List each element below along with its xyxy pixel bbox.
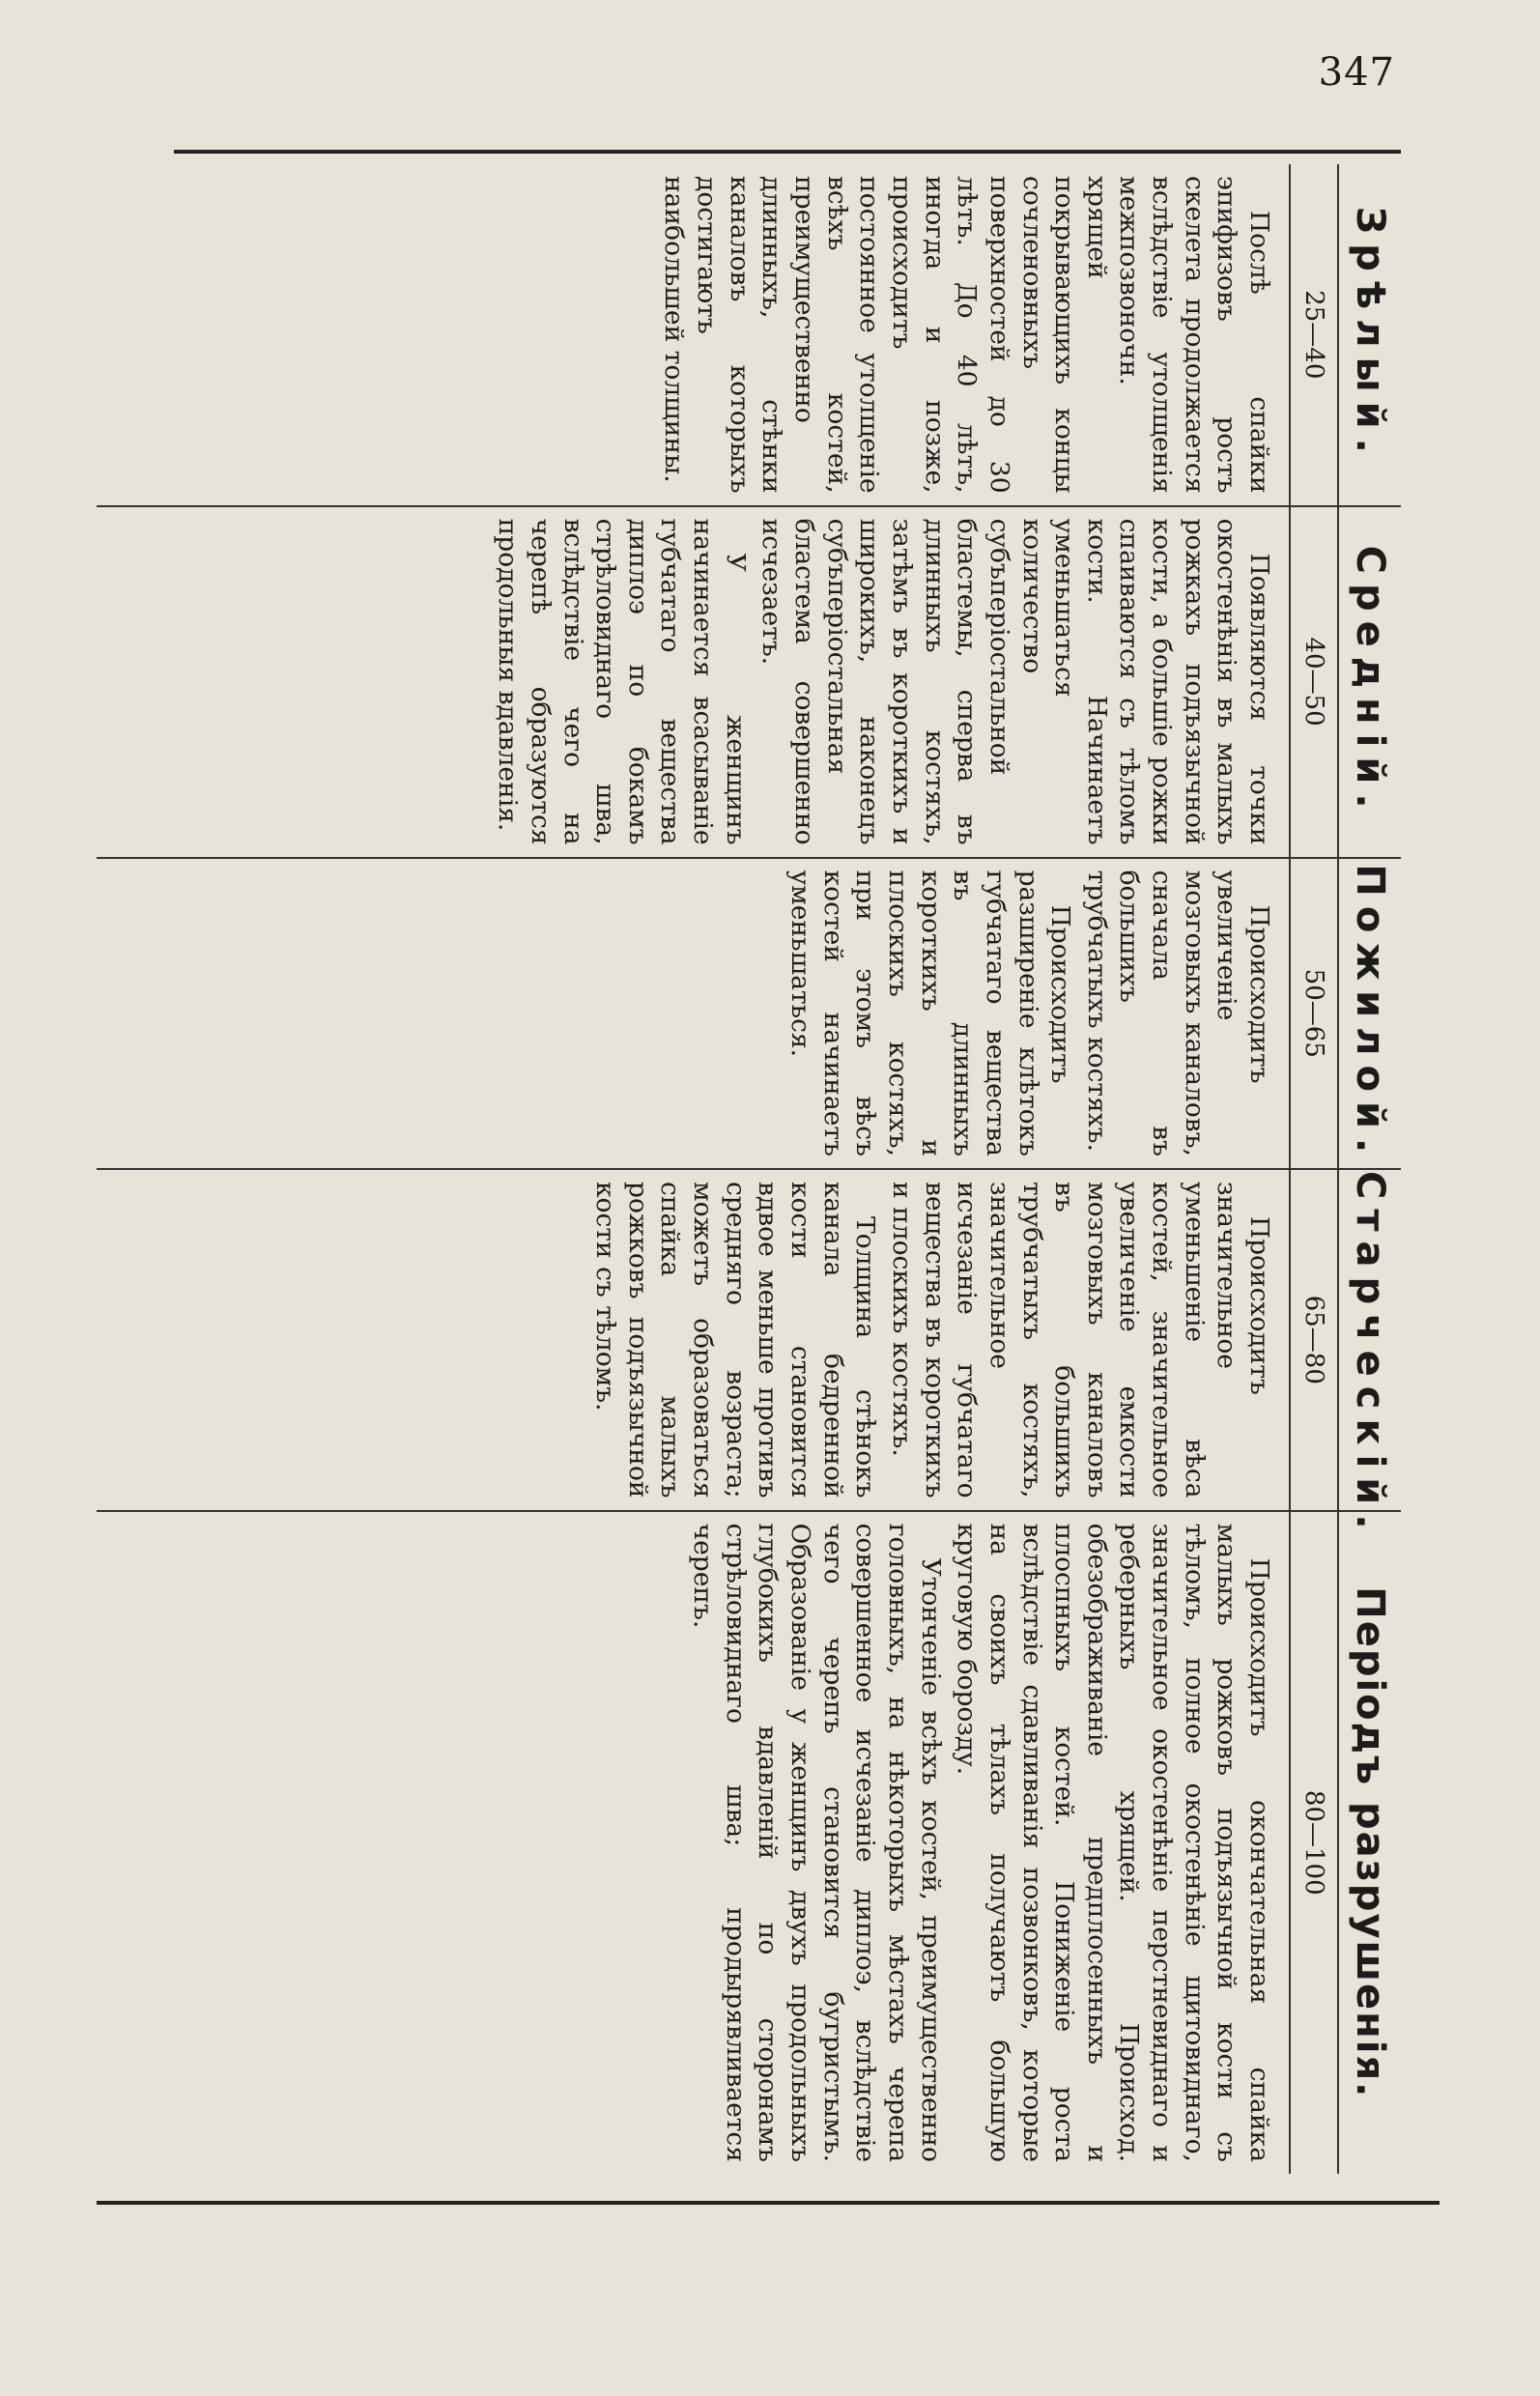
paragraph: Послѣ спайки эпифизовъ ростъ скелета продолжается вслѣдствіе утолщенія межпозвоночн. хрящей покрывающихъ концы сочленовныхъ поверхностей до 30 лѣтъ. До 40 лѣтъ, иногда и позже, происходитъ постоянное утолщеніе всѣхъ костей, преимущественно длинныхъ, стѣнки каналовъ которыхъ достигаютъ наибольшей толщины. xyxy=(659,176,1274,494)
column-header-decline: Періодъ разрушенія. xyxy=(1338,1511,1401,2174)
paragraph: Утонченіе всѣхъ костей, преимущественно головныхъ, на нѣкоторыхъ мѣстахъ черепа совершенное исчезаніе диплоэ, вслѣдствіе чего черепъ становится бугристымъ. Образованіе у женщинъ двухъ продольныхъ глубокихъ вдавленій по сторонамъ стрѣловиднаго шва; продырявливается черепъ. xyxy=(688,1523,946,2162)
column-header-senile: Старческій. xyxy=(1338,1169,1401,1511)
description-middle xyxy=(97,506,1290,858)
paragraph: Происходитъ разширеніе клѣтокъ губчатаго вещества въ длинныхъ короткихъ и плоскихъ костяхъ, при этомъ вѣсъ костей начинаетъ уменьшаться. xyxy=(785,870,1076,1156)
age-range-mature: 25—40 xyxy=(1290,164,1338,506)
description-row xyxy=(97,164,1290,2174)
age-range-decline: 80—100 xyxy=(1290,1511,1338,2174)
age-range-row xyxy=(1290,164,1338,2174)
header-row xyxy=(1338,164,1401,2174)
age-range-senile: 65—80 xyxy=(1290,1169,1338,1511)
description-elderly xyxy=(97,858,1290,1169)
age-periods-table xyxy=(97,164,1401,2174)
bottom-rule xyxy=(97,2201,1440,2205)
paragraph: Толщина стѣнокъ канала бедренной кости становится вдвое меньше противъ средняго возраста; можетъ образоваться спайка малыхъ рожковъ подъязычной кости съ тѣломъ. xyxy=(590,1181,881,1498)
rotated-table-wrapper xyxy=(97,164,1401,2174)
age-range-elderly: 50—65 xyxy=(1290,858,1338,1169)
paragraph: Появляются точки окостенѣнія въ малыхъ рожкахъ подъязычной кости, а большіе рожки спаиваются съ тѣломъ кости. Начинаетъ уменьшаться количество субъперіостальной бластемы, сперва въ длинныхъ костяхъ, затѣмъ въ короткихъ и широкихъ, наконецъ субъперіостальная бластема совершенно исчезаетъ. xyxy=(756,518,1274,845)
age-range-middle: 40—50 xyxy=(1290,506,1338,858)
paragraph: Происходитъ окончательная спайка малыхъ рожковъ подъязычной кости съ тѣломъ, полное окостенѣніе щитовиднаго, значительное окостенѣніе перстневиднаго и реберныхъ хрящей. Происход. обезображиваніе предплосенныхъ и плоспныхъ костей. Пониженіе роста вслѣдствіе сдавливанія позвонковъ, которые на своихъ тѣлахъ получаютъ большую круговую борозду. xyxy=(952,1523,1274,2162)
paragraph: Происходитъ увеличеніе мозговыхъ каналовъ, сначала въ большихъ трубчатыхъ костяхъ. xyxy=(1081,870,1274,1156)
paragraph: У женщинъ начинается всасываніе губчатаго вещества диплоэ по бокамъ стрѣловиднаго шва, вслѣдствіе чего на черепѣ образуются продольныя вдавленія. xyxy=(493,518,751,845)
column-header-middle: Средній. xyxy=(1338,506,1401,858)
top-rule xyxy=(174,150,1401,154)
page-number: 347 xyxy=(1318,50,1395,95)
paragraph: Происходитъ значительное уменьшеніе вѣса костей, значительное увеличеніе емкости мозговыхъ каналовъ въ большихъ трубчатыхъ костяхъ, значительное исчезаніе губчатаго вещества въ короткихъ и плоскихъ костяхъ. xyxy=(886,1181,1274,1498)
column-header-mature: Зрѣлый. xyxy=(1338,164,1401,506)
column-header-elderly: Пожилой. xyxy=(1338,858,1401,1169)
description-mature xyxy=(97,164,1290,506)
description-decline xyxy=(97,1511,1290,2174)
description-senile xyxy=(97,1169,1290,1511)
